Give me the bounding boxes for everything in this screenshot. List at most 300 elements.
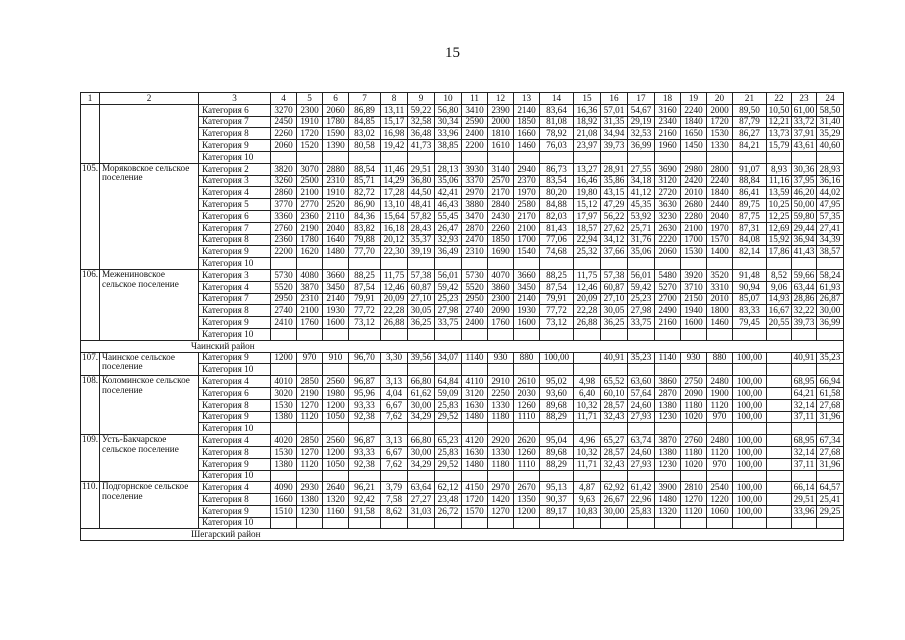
value-cell: 96,87 [349,376,381,388]
value-cell: 91,48 [733,269,767,281]
value-cell: 2560 [323,435,349,447]
value-cell: 2980 [681,163,707,175]
value-cell: 25,41 [817,494,844,506]
value-cell: 3690 [655,163,681,175]
value-cell [435,364,462,376]
value-cell: 28,93 [817,163,844,175]
value-cell: 2850 [297,376,323,388]
value-cell [297,364,323,376]
value-cell [514,470,540,482]
value-cell: 4,87 [574,482,601,494]
value-cell: 30,00 [408,399,435,411]
value-cell: 91,58 [349,505,381,517]
value-cell: 1530 [271,399,297,411]
value-cell: 79,45 [733,317,767,329]
value-cell [381,258,408,270]
value-cell: 87,31 [733,222,767,234]
value-cell: 6,67 [381,446,408,458]
value-cell: 100,00 [733,352,767,364]
value-cell: 1140 [462,352,488,364]
value-cell: 1570 [707,234,733,246]
value-cell: 2500 [297,175,323,187]
value-cell: 3140 [488,163,514,175]
value-cell: 1330 [488,399,514,411]
value-cell: 4020 [271,435,297,447]
category-cell: Категория 2 [199,163,271,175]
value-cell: 35,23 [817,352,844,364]
value-cell: 2310 [323,175,349,187]
value-cell: 3120 [655,175,681,187]
header-cell: 8 [381,93,408,105]
value-cell: 35,06 [435,175,462,187]
value-cell: 40,60 [817,140,844,152]
value-cell: 12,46 [381,281,408,293]
value-cell: 3,30 [381,352,408,364]
value-cell: 87,75 [733,210,767,222]
value-cell: 27,98 [435,305,462,317]
value-cell: 36,25 [408,317,435,329]
value-cell [514,258,540,270]
value-cell: 29,25 [817,505,844,517]
header-cell: 19 [681,93,707,105]
value-cell: 32,14 [792,446,817,458]
value-cell: 2580 [514,199,540,211]
value-cell: 57,82 [408,210,435,222]
value-cell: 1960 [655,140,681,152]
value-cell [767,411,792,423]
value-cell: 100,00 [733,411,767,423]
value-cell [681,258,707,270]
value-cell: 1690 [488,246,514,258]
value-cell [574,328,601,340]
value-cell: 2100 [681,222,707,234]
value-cell: 14,93 [767,293,792,305]
value-cell: 20,09 [574,293,601,305]
value-cell [435,151,462,163]
value-cell: 77,70 [349,246,381,258]
value-cell: 27,55 [628,163,655,175]
value-cell: 26,88 [574,317,601,329]
header-cell: 12 [488,93,514,105]
category-cell: Категория 10 [199,423,271,435]
value-cell [488,423,514,435]
value-cell: 77,06 [540,234,574,246]
header-cell: 14 [540,93,574,105]
value-cell: 10,32 [574,399,601,411]
value-cell [601,470,628,482]
value-cell: 61,62 [408,387,435,399]
value-cell: 86,73 [540,163,574,175]
value-cell: 1570 [462,505,488,517]
value-cell [297,258,323,270]
value-cell: 1610 [488,140,514,152]
value-cell: 66,94 [817,376,844,388]
value-cell [767,435,792,447]
value-cell [792,423,817,435]
value-cell: 92,38 [349,458,381,470]
value-cell: 1020 [681,458,707,470]
value-cell: 28,86 [792,293,817,305]
header-cell: 18 [655,93,681,105]
value-cell [349,328,381,340]
value-cell: 95,02 [540,376,574,388]
value-cell: 65,52 [601,376,628,388]
value-cell: 3360 [271,210,297,222]
value-cell [817,470,844,482]
value-cell: 27,98 [628,305,655,317]
value-cell: 1110 [514,411,540,423]
value-cell: 2200 [462,140,488,152]
value-cell: 77,72 [349,305,381,317]
value-cell: 2160 [655,317,681,329]
value-cell: 65,23 [435,435,462,447]
header-cell: 24 [817,93,844,105]
category-cell: Категория 10 [199,151,271,163]
value-cell: 4010 [271,376,297,388]
value-cell: 2520 [323,199,349,211]
value-cell [408,470,435,482]
value-cell: 1380 [271,411,297,423]
value-cell: 60,87 [408,281,435,293]
header-cell: 23 [792,93,817,105]
value-cell: 2370 [514,175,540,187]
value-cell: 43,15 [601,187,628,199]
district-row [81,340,844,352]
value-cell [488,470,514,482]
value-cell: 970 [707,411,733,423]
value-cell: 88,84 [733,175,767,187]
value-cell: 31,96 [817,458,844,470]
value-cell: 95,96 [349,387,381,399]
value-cell: 3660 [323,269,349,281]
value-cell: 1200 [514,505,540,517]
value-cell: 7,58 [381,494,408,506]
value-cell: 74,68 [540,246,574,258]
value-cell: 28,57 [601,446,628,458]
value-cell: 1540 [514,246,540,258]
settlement-number [81,104,100,163]
value-cell: 25,71 [628,222,655,234]
value-cell: 96,70 [349,352,381,364]
value-cell: 2100 [514,222,540,234]
value-cell: 13,10 [381,199,408,211]
value-cell: 34,12 [601,234,628,246]
category-cell: Категория 10 [199,258,271,270]
value-cell: 13,59 [767,187,792,199]
value-cell: 58,24 [817,269,844,281]
value-cell: 87,79 [733,116,767,128]
district-name: Шегарский район [81,529,844,541]
value-cell: 88,54 [349,163,381,175]
value-cell: 23,48 [435,494,462,506]
value-cell: 4110 [462,376,488,388]
value-cell: 32,22 [792,305,817,317]
settlement-number: 109. [81,435,100,482]
value-cell: 37,91 [792,128,817,140]
header-cell: 3 [199,93,271,105]
value-cell: 3,79 [381,482,408,494]
value-cell: 63,44 [792,281,817,293]
value-cell: 2480 [707,376,733,388]
value-cell: 1050 [323,411,349,423]
value-cell [655,517,681,529]
value-cell: 34,07 [435,352,462,364]
value-cell: 40,91 [792,352,817,364]
value-cell: 12,25 [767,210,792,222]
value-cell: 2680 [681,199,707,211]
value-cell: 14,29 [381,175,408,187]
value-cell: 61,58 [817,387,844,399]
value-cell [540,517,574,529]
value-cell: 16,18 [381,222,408,234]
value-cell: 90,94 [733,281,767,293]
value-cell: 1660 [514,128,540,140]
value-cell: 86,41 [733,187,767,199]
value-cell: 1480 [655,494,681,506]
value-cell: 82,03 [540,210,574,222]
header-cell: 9 [408,93,435,105]
value-cell [297,151,323,163]
category-cell: Категория 7 [199,222,271,234]
value-cell [574,517,601,529]
value-cell: 25,83 [435,446,462,458]
table-row [81,163,844,175]
value-cell: 3020 [271,387,297,399]
value-cell: 33,96 [435,128,462,140]
value-cell: 2010 [707,293,733,305]
value-cell [681,151,707,163]
value-cell: 2940 [514,163,540,175]
value-cell: 1120 [297,458,323,470]
table-row [81,435,844,447]
value-cell: 2110 [323,210,349,222]
value-cell: 1520 [297,140,323,152]
value-cell: 35,29 [817,128,844,140]
value-cell: 61,00 [792,104,817,116]
value-cell: 32,93 [435,234,462,246]
value-cell: 89,17 [540,505,574,517]
value-cell [681,423,707,435]
settlement-name: Чаинское сельское поселение [100,352,199,376]
value-cell: 25,23 [628,293,655,305]
value-cell: 31,96 [817,411,844,423]
value-cell: 1970 [514,187,540,199]
header-cell: 21 [733,93,767,105]
value-cell: 2300 [488,293,514,305]
value-cell: 27,62 [601,222,628,234]
value-cell [681,328,707,340]
value-cell [628,258,655,270]
value-cell: 100,00 [733,376,767,388]
value-cell [381,423,408,435]
value-cell [767,364,792,376]
value-cell: 78,92 [540,128,574,140]
value-cell: 80,58 [349,140,381,152]
value-cell: 3,13 [381,376,408,388]
value-cell: 2970 [488,482,514,494]
value-cell: 1200 [323,399,349,411]
value-cell: 84,85 [349,116,381,128]
value-cell: 1180 [488,458,514,470]
value-cell: 80,20 [540,187,574,199]
value-cell: 1380 [655,399,681,411]
settlement-name: Подгорнское сельское поселение [100,482,199,529]
value-cell: 1850 [488,234,514,246]
value-cell: 2720 [655,187,681,199]
value-cell [817,151,844,163]
value-cell: 36,48 [408,128,435,140]
value-cell: 1400 [707,246,733,258]
value-cell [540,258,574,270]
value-cell [574,364,601,376]
value-cell: 2220 [655,234,681,246]
value-cell: 3260 [271,175,297,187]
value-cell: 55,45 [435,210,462,222]
value-cell: 88,29 [540,458,574,470]
value-cell: 59,42 [435,281,462,293]
value-cell [271,517,297,529]
value-cell [488,517,514,529]
value-cell: 2410 [271,317,297,329]
value-cell: 3160 [655,104,681,116]
value-cell: 59,09 [435,387,462,399]
value-cell [601,423,628,435]
value-cell: 15,64 [381,210,408,222]
value-cell: 28,57 [601,399,628,411]
value-cell: 1220 [707,494,733,506]
value-cell [767,470,792,482]
value-cell [681,364,707,376]
value-cell [297,470,323,482]
value-cell [767,458,792,470]
value-cell [628,517,655,529]
category-cell: Категория 6 [199,387,271,399]
value-cell: 1350 [514,494,540,506]
value-cell: 2140 [514,293,540,305]
value-cell: 36,80 [408,175,435,187]
value-cell: 88,29 [540,411,574,423]
value-cell: 1420 [488,494,514,506]
value-cell: 60,10 [601,387,628,399]
value-cell: 1260 [514,446,540,458]
value-cell: 2000 [707,104,733,116]
value-cell [601,517,628,529]
value-cell [707,151,733,163]
value-cell: 1200 [271,352,297,364]
value-cell [514,364,540,376]
value-cell: 31,76 [628,234,655,246]
value-cell: 47,29 [601,199,628,211]
value-cell: 57,35 [817,210,844,222]
value-cell: 2060 [271,140,297,152]
value-cell: 1930 [514,305,540,317]
header-cell: 22 [767,93,792,105]
value-cell: 81,08 [540,116,574,128]
value-cell: 30,00 [817,305,844,317]
header-cell: 6 [323,93,349,105]
value-cell: 30,05 [408,305,435,317]
value-cell [462,258,488,270]
value-cell: 25,83 [628,505,655,517]
value-cell [514,328,540,340]
value-cell [601,258,628,270]
value-cell: 2740 [271,305,297,317]
category-cell: Категория 4 [199,482,271,494]
value-cell: 18,92 [574,116,601,128]
value-cell: 88,25 [349,269,381,281]
value-cell: 46,20 [792,187,817,199]
value-cell [628,423,655,435]
category-cell: Категория 9 [199,140,271,152]
value-cell: 2090 [681,387,707,399]
value-cell: 36,49 [435,246,462,258]
value-cell: 73,12 [540,317,574,329]
value-cell [462,423,488,435]
value-cell [514,423,540,435]
value-cell: 85,07 [733,293,767,305]
value-cell [488,151,514,163]
value-cell: 2620 [514,435,540,447]
value-cell: 2860 [271,187,297,199]
value-cell: 33,75 [628,317,655,329]
value-cell: 26,88 [381,317,408,329]
value-cell: 2140 [514,104,540,116]
value-cell: 3930 [462,163,488,175]
value-cell: 18,57 [574,222,601,234]
value-cell [381,364,408,376]
value-cell: 1600 [514,317,540,329]
value-cell: 22,28 [381,305,408,317]
value-cell: 32,43 [601,458,628,470]
value-cell: 1460 [514,140,540,152]
category-cell: Категория 8 [199,128,271,140]
value-cell: 2950 [462,293,488,305]
value-cell: 2470 [462,234,488,246]
value-cell: 2910 [488,376,514,388]
value-cell: 100,00 [733,494,767,506]
value-cell: 34,18 [628,175,655,187]
value-cell: 2090 [488,305,514,317]
value-cell: 1810 [488,128,514,140]
value-cell: 1660 [271,494,297,506]
value-cell [381,328,408,340]
table-row [81,269,844,281]
value-cell: 68,95 [792,376,817,388]
settlement-number: 108. [81,376,100,435]
value-cell: 38,57 [817,246,844,258]
value-cell: 10,50 [767,104,792,116]
value-cell: 16,46 [574,175,601,187]
category-cell: Категория 10 [199,517,271,529]
value-cell: 1530 [707,128,733,140]
value-cell: 8,93 [767,163,792,175]
value-cell: 13,11 [381,104,408,116]
value-cell: 15,17 [381,116,408,128]
value-cell: 1390 [323,140,349,152]
value-cell: 79,91 [540,293,574,305]
value-cell: 15,92 [767,234,792,246]
page-number: 15 [445,45,460,61]
value-cell [408,151,435,163]
value-cell: 24,60 [628,446,655,458]
category-cell: Категория 4 [199,187,271,199]
value-cell [271,364,297,376]
value-cell: 56,22 [601,210,628,222]
value-cell: 3120 [462,387,488,399]
value-cell: 13,27 [574,163,601,175]
value-cell: 54,67 [628,104,655,116]
category-cell: Категория 7 [199,116,271,128]
